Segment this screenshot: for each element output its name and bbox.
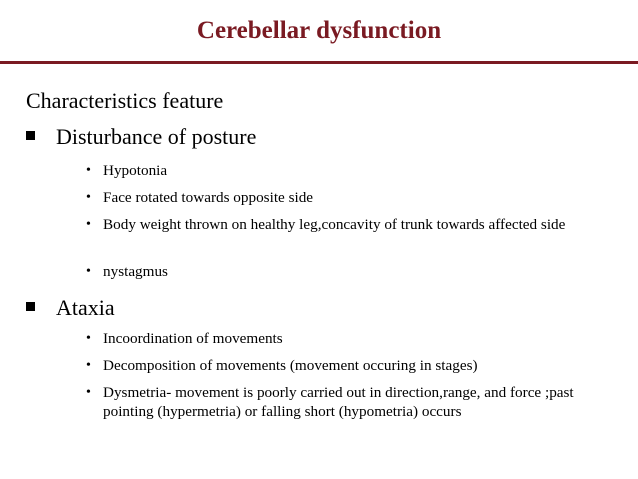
- dot-bullet-icon: •: [86, 264, 91, 279]
- dot-bullet-icon: •: [86, 190, 91, 205]
- sub-bullet-item: [86, 356, 606, 375]
- sub-bullet-item: [86, 215, 606, 234]
- bullet-ataxia: [26, 295, 115, 321]
- sub-bullet-text: nystagmus: [103, 263, 168, 280]
- sub-bullet-item: [86, 383, 606, 421]
- sub-bullet-item: [86, 329, 606, 348]
- sub-bullet-text: Body weight thrown on healthy leg,concavity of trunk towards affected side: [103, 216, 566, 233]
- bullet-label: Ataxia: [56, 295, 115, 320]
- title-divider: [0, 61, 638, 64]
- sub-bullet-text: Hypotonia: [103, 162, 168, 179]
- sub-bullet-item: [86, 161, 606, 180]
- section-heading: Characteristics feature: [26, 88, 224, 113]
- square-bullet-icon: [26, 302, 35, 311]
- square-bullet-icon: [26, 131, 35, 140]
- sub-bullet-text: Decomposition of movements (movement occuring in stages): [103, 357, 478, 374]
- dot-bullet-icon: •: [86, 358, 91, 373]
- sub-bullet-item: [86, 262, 606, 281]
- bullet-label: Disturbance of posture: [56, 124, 257, 149]
- dot-bullet-icon: •: [86, 385, 91, 400]
- slide-title: Cerebellar dysfunction: [196, 17, 442, 44]
- dot-bullet-icon: •: [86, 217, 91, 232]
- bullet-disturbance-of-posture: [26, 124, 256, 150]
- sub-bullet-text: Face rotated towards opposite side: [103, 189, 314, 206]
- sub-bullet-text: Incoordination of movements: [103, 330, 283, 347]
- dot-bullet-icon: •: [86, 163, 91, 178]
- sub-bullet-text: Dysmetria- movement is poorly carried out in direction,range, and force ;past pointing (hypermetria) or falling short (hypometria) occurs: [103, 384, 574, 420]
- sub-bullet-item: [86, 188, 606, 207]
- dot-bullet-icon: •: [86, 331, 91, 346]
